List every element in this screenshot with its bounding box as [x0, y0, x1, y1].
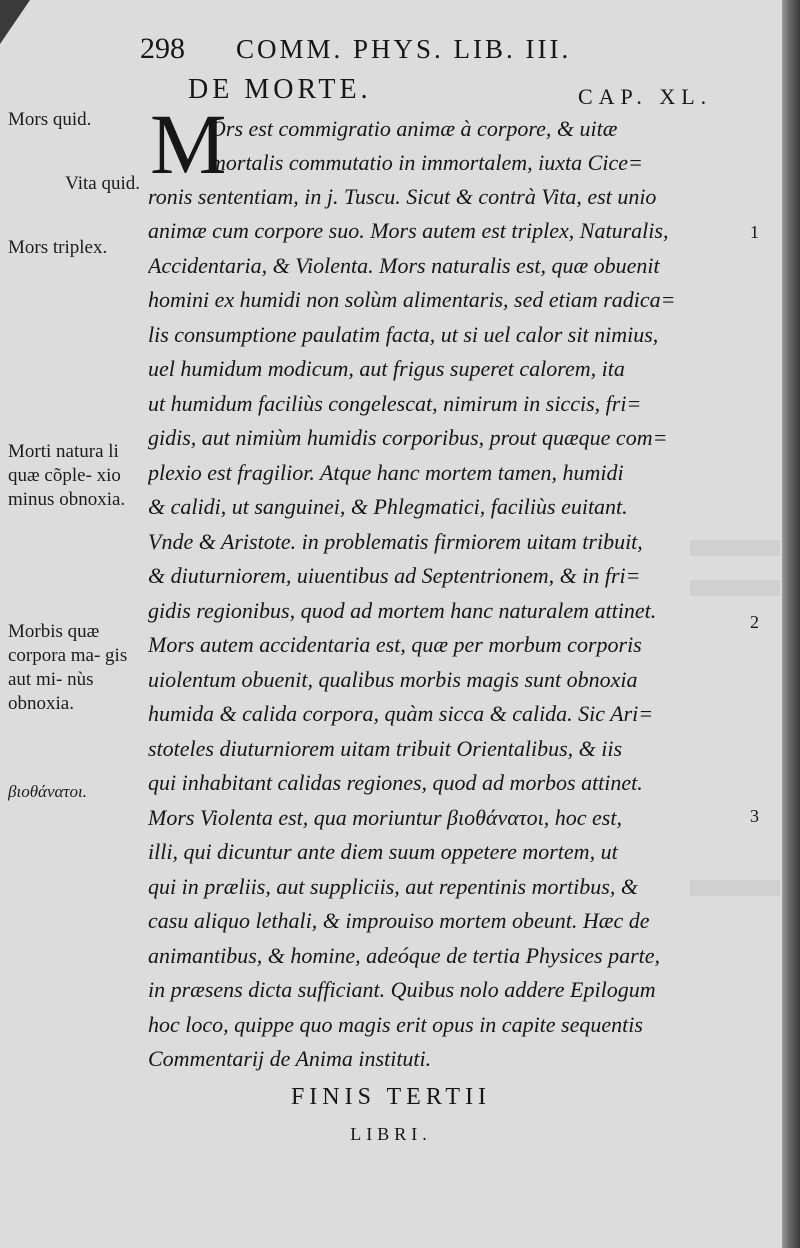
body-line: gidis regionibus, quod ad mortem hanc naturalem attinet. [148, 598, 657, 623]
body-line: & calidi, ut sanguinei, & Phlegmatici, faciliùs euitant. [148, 494, 628, 519]
margin-number: 2 [750, 612, 759, 632]
body-line: plexio est fragilior. Atque hanc mortem tamen, humidi [148, 460, 624, 485]
page-edge [782, 0, 800, 1248]
body-line: & diuturniorem, uiuentibus ad Septentrionem, & in fri= [148, 563, 641, 588]
finis-line: LIBRI. [350, 1124, 432, 1144]
section-title: DE MORTE. [188, 74, 372, 105]
body-line: ronis sententiam, in j. Tuscu. Sicut & contrà Vita, est unio [148, 184, 657, 209]
margin-note: Morti natura li quæ cõple- xio minus obnoxia. [8, 441, 126, 510]
body-line: qui inhabitant calidas regiones, quod ad morbos attinet. [148, 770, 643, 795]
running-head [0, 32, 782, 72]
drop-cap: M [150, 96, 227, 192]
body-line: gidis, aut nimiùm humidis corporibus, prout quæque com= [148, 425, 668, 450]
margin-note: Vita quid. [65, 173, 140, 194]
show-through [690, 580, 780, 596]
body-line: Commentarij de Anima instituti. [148, 1046, 432, 1071]
show-through [690, 880, 780, 896]
body-line: illi, qui dicuntur ante diem suum oppetere mortem, ut [148, 839, 618, 864]
body-line: humida & calida corpora, quàm sicca & calida. Sic Ari= [148, 701, 654, 726]
body-line: homini ex humidi non solùm alimentaris, sed etiam radica= [148, 287, 676, 312]
body-line: animantibus, & homine, adeóque de tertia Physices parte, [148, 943, 661, 968]
body-line: casu aliquo lethali, & improuiso mortem obeunt. Hæc de [148, 908, 650, 933]
show-through [690, 540, 780, 556]
body-line: lis consumptione paulatim facta, ut si uel calor sit nimius, [148, 322, 659, 347]
margin-note: Mors quid. [8, 109, 92, 130]
margin-note: Morbis quæ corpora ma- gis aut mi- nùs obnoxia. [8, 621, 128, 714]
body-line: hoc loco, quippe quo magis erit opus in capite sequentis [148, 1012, 643, 1037]
margin-number: 1 [750, 222, 759, 242]
margin-note: βιοθάνατοι. [8, 782, 87, 801]
body-line: in præsens dicta sufficiant. Quibus nolo addere Epilogum [148, 977, 656, 1002]
finis-line: FINIS TERTII [290, 1084, 492, 1110]
body-line: mortalis commutatio in immortalem, iuxta Cice= [210, 150, 643, 175]
body-line: Accidentaria, & Violenta. Mors naturalis est, quæ obuenit [148, 253, 660, 278]
margin-number: 3 [750, 806, 759, 826]
body-line: Mors autem accidentaria est, quæ per morbum corporis [148, 632, 642, 657]
margin-note: Mors triplex. [8, 237, 108, 258]
body-line: Vnde & Aristote. in problematis firmiorem uitam tribuit, [148, 529, 643, 554]
body-line: uel humidum modicum, aut frigus superet calorem, ita [148, 356, 625, 381]
running-title: COMM. PHYS. LIB. III. [236, 34, 572, 64]
body-line: animæ cum corpore suo. Mors autem est triplex, Naturalis, [148, 218, 669, 243]
body-line: stoteles diuturniorem uitam tribuit Orientalibus, & iis [148, 736, 623, 761]
body-line: Mors Violenta est, qua moriuntur βιοθάνατοι, hoc est, [148, 805, 622, 830]
body-line: qui in præliis, aut suppliciis, aut repentinis mortibus, & [148, 874, 638, 899]
chapter-label: CAP. XL. [578, 84, 713, 109]
page-number: 298 [140, 32, 185, 65]
body-line: Ors est commigratio animæ à corpore, & uitæ [210, 116, 618, 141]
body-line: uiolentum obuenit, qualibus morbis magis sunt obnoxia [148, 667, 638, 692]
body-line: ut humidum faciliùs congelescat, nimirum in siccis, fri= [148, 391, 642, 416]
